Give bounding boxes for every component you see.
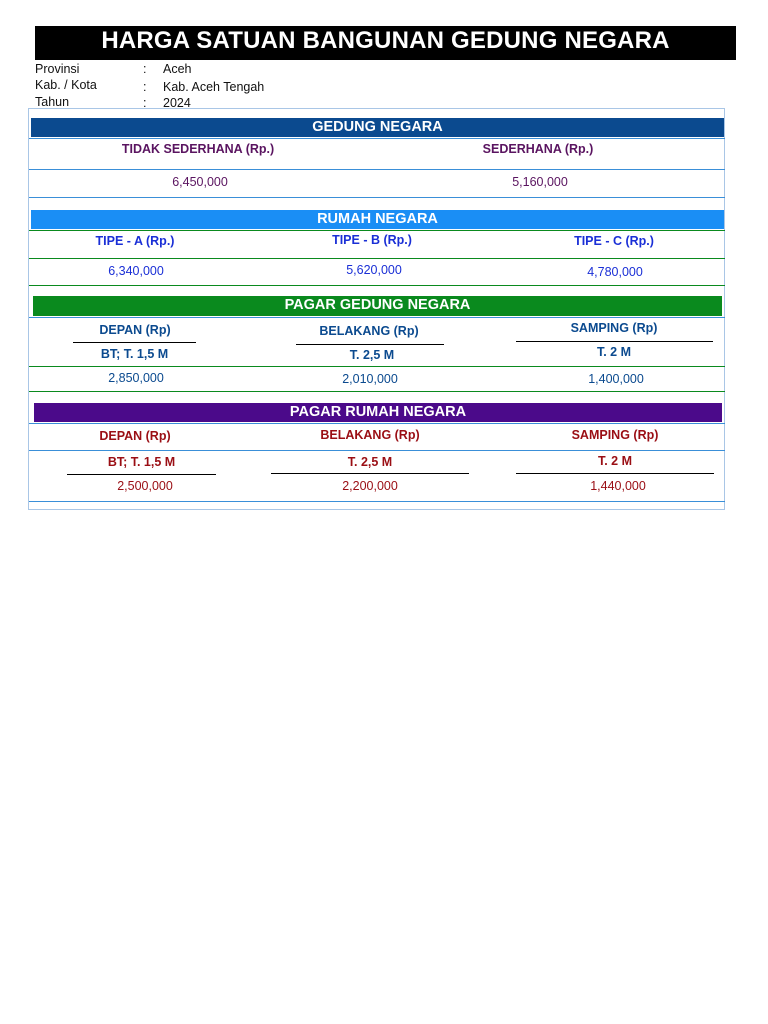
- meta-sep: :: [143, 80, 147, 94]
- meta-sep: :: [143, 96, 147, 110]
- gedung-value-tidak-sederhana: 6,450,000: [172, 175, 228, 189]
- pagar-gedung-height-belakang: T. 2,5 M: [349, 348, 395, 362]
- pagar-gedung-header-belakang: BELAKANG (Rp): [319, 324, 419, 338]
- pagar-rumah-header-samping: SAMPING (Rp): [571, 428, 659, 442]
- pagar-rumah-value-depan: 2,500,000: [117, 479, 173, 493]
- underline: [73, 342, 196, 343]
- divider: [29, 366, 725, 367]
- pagar-gedung-value-samping: 1,400,000: [588, 372, 644, 386]
- meta-value-tahun: 2024: [163, 96, 191, 110]
- section-rumah-negara-header: RUMAH NEGARA: [31, 210, 724, 229]
- pagar-rumah-value-samping: 1,440,000: [590, 479, 646, 493]
- rumah-header-tipe-a: TIPE - A (Rp.): [95, 234, 175, 248]
- gedung-header-tidak-sederhana: TIDAK SEDERHANA (Rp.): [121, 142, 275, 156]
- pagar-rumah-header-belakang: BELAKANG (Rp): [320, 428, 420, 442]
- meta-sep: :: [143, 62, 147, 76]
- page-title: HARGA SATUAN BANGUNAN GEDUNG NEGARA: [35, 26, 736, 60]
- pagar-gedung-value-belakang: 2,010,000: [342, 372, 398, 386]
- pagar-rumah-header-depan: DEPAN (Rp): [99, 429, 171, 443]
- divider: [29, 423, 725, 424]
- pagar-gedung-height-depan: BT; T. 1,5 M: [100, 347, 169, 361]
- meta-label-provinsi: Provinsi: [35, 62, 80, 76]
- divider: [29, 258, 725, 259]
- divider: [29, 391, 725, 392]
- pagar-gedung-value-depan: 2,850,000: [108, 371, 164, 385]
- pagar-gedung-height-samping: T. 2 M: [596, 345, 632, 359]
- underline: [516, 473, 714, 474]
- meta-label-tahun: Tahun: [35, 95, 70, 109]
- pagar-rumah-height-samping: T. 2 M: [597, 454, 633, 468]
- divider: [29, 317, 725, 318]
- meta-label-kota: Kab. / Kota: [35, 78, 97, 92]
- underline: [516, 341, 713, 342]
- divider: [29, 197, 725, 198]
- divider: [29, 230, 725, 231]
- underline: [296, 344, 444, 345]
- gedung-header-sederhana: SEDERHANA (Rp.): [482, 142, 594, 156]
- gedung-value-sederhana: 5,160,000: [512, 175, 568, 189]
- pagar-rumah-height-belakang: T. 2,5 M: [347, 455, 393, 469]
- pagar-gedung-header-depan: DEPAN (Rp): [99, 323, 171, 337]
- pagar-rumah-value-belakang: 2,200,000: [342, 479, 398, 493]
- divider: [29, 501, 725, 502]
- underline: [271, 473, 469, 474]
- rumah-value-tipe-b: 5,620,000: [346, 263, 402, 277]
- divider: [29, 285, 725, 286]
- divider: [29, 138, 725, 139]
- pagar-rumah-height-depan: BT; T. 1,5 M: [107, 455, 176, 469]
- rumah-value-tipe-a: 6,340,000: [108, 264, 164, 278]
- underline: [67, 474, 216, 475]
- section-pagar-gedung-header: PAGAR GEDUNG NEGARA: [33, 296, 722, 316]
- rumah-header-tipe-c: TIPE - C (Rp.): [574, 234, 654, 248]
- rumah-value-tipe-c: 4,780,000: [587, 265, 643, 279]
- meta-value-provinsi: Aceh: [163, 62, 192, 76]
- divider: [29, 169, 725, 170]
- section-pagar-rumah-header: PAGAR RUMAH NEGARA: [34, 403, 722, 422]
- pagar-gedung-header-samping: SAMPING (Rp): [570, 321, 658, 335]
- rumah-header-tipe-b: TIPE - B (Rp.): [332, 233, 412, 247]
- meta-value-kota: Kab. Aceh Tengah: [163, 80, 265, 94]
- section-gedung-negara-header: GEDUNG NEGARA: [31, 118, 724, 137]
- divider: [29, 450, 725, 451]
